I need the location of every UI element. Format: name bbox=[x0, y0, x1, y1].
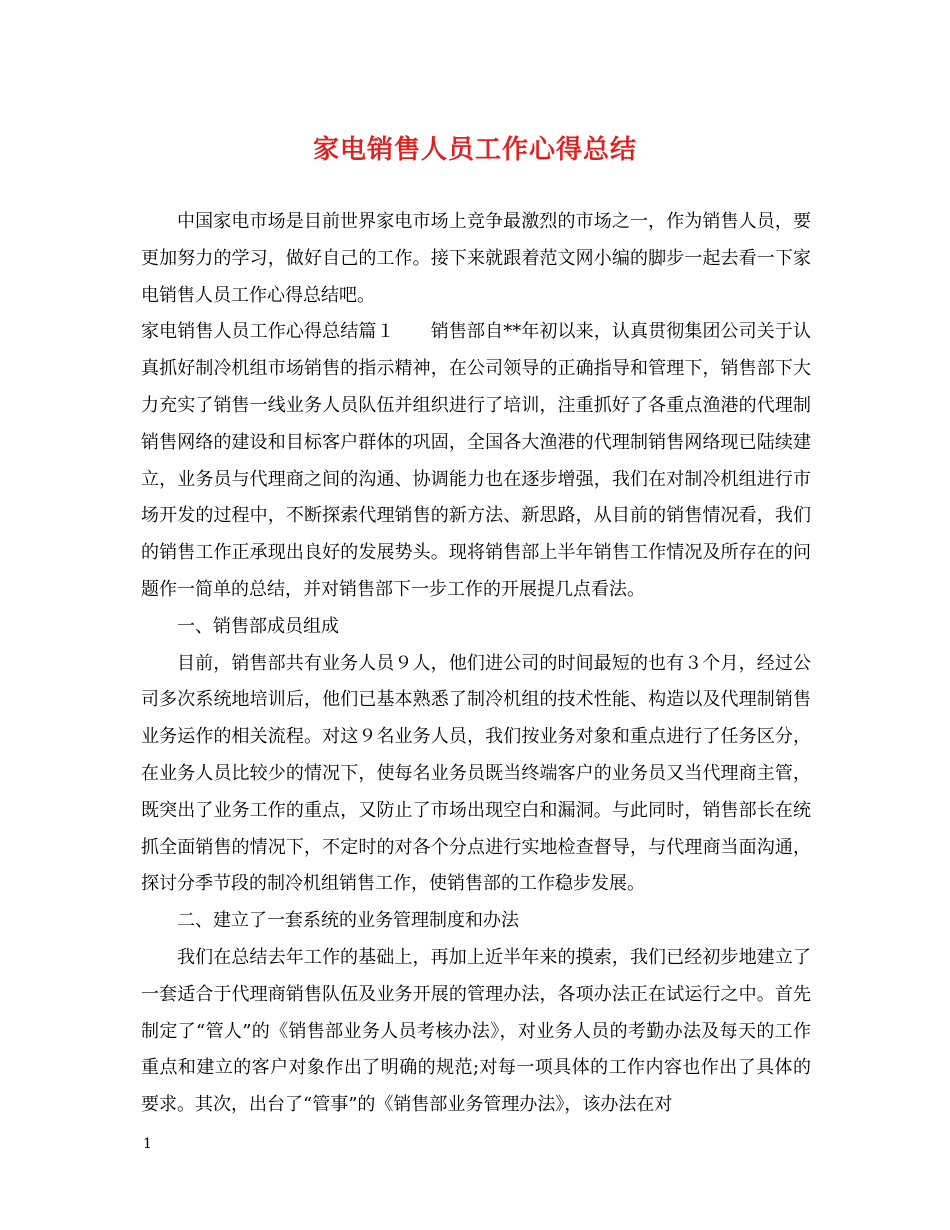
article-1-paragraph: 家电销售人员工作心得总结篇１ 销售部自**年初以来，认真贯彻集团公司关于认真抓好制冷机组市场销售的指示精神，在公司领导的正确指导和管理下，销售部下大力充实了销售一线业务人员队伍并组织进行了培训，注重抓好了各重点渔港的代理制销售网络的建设和目标客户群体的巩固，全国各大渔港的代理制销售网络现已陆续建立，业务员与代理商之间的沟通、协调能力也在逐步增强，我们在对制冷机组进行市场开发的过程中，不断探索代理销售的新方法、新思路，从目前的销售情况看，我们的销售工作正承现出良好的发展势头。现将销售部上半年销售工作情况及所存在的问题作一简单的总结，并对销售部下一步工作的开展提几点看法。 bbox=[141, 321, 811, 600]
document-body bbox=[141, 204, 811, 1124]
section-1-paragraph: 目前，销售部共有业务人员９人，他们进公司的时间最短的也有３个月，经过公司多次系统地培训后，他们已基本熟悉了制冷机组的技术性能、构造以及代理制销售业务运作的相关流程。对这９名业务人员，我们按业务对象和重点进行了任务区分，在业务人员比较少的情况下，使每名业务员既当终端客户的业务员又当代理商主管，既突出了业务工作的重点，又防止了市场出现空白和漏洞。与此同时，销售部长在统抓全面销售的情况下，不定时的对各个分点进行实地检查督导，与代理商当面沟通，探讨分季节段的制冷机组销售工作，使销售部的工作稳步发展。 bbox=[141, 652, 811, 895]
page-number: 1 bbox=[143, 1136, 152, 1152]
intro-paragraph: 中国家电市场是目前世界家电市场上竞争最激烈的市场之一，作为销售人员，要更加努力的学习，做好自己的工作。接下来就跟着范文网小编的脚步一起去看一下家电销售人员工作心得总结吧。 bbox=[141, 211, 811, 306]
section-2-paragraph: 我们在总结去年工作的基础上，再加上近半年来的摸索，我们已经初步地建立了一套适合于代理商销售队伍及业务开展的管理办法，各项办法正在试运行之中。首先制定了“管人”的《销售部业务人员考核办法》，对业务人员的考勤办法及每天的工作重点和建立的客户对象作出了明确的规范;对每一项具体的工作内容也作出了具体的要求。其次，出台了“管事”的《销售部业务管理办法》，该办法在对 bbox=[141, 946, 811, 1116]
section-heading-1: 一、销售部成员组成 bbox=[177, 615, 339, 637]
document-title: 家电销售人员工作心得总结 bbox=[312, 135, 637, 165]
section-heading-2: 二、建立了一套系统的业务管理制度和办法 bbox=[177, 910, 519, 932]
